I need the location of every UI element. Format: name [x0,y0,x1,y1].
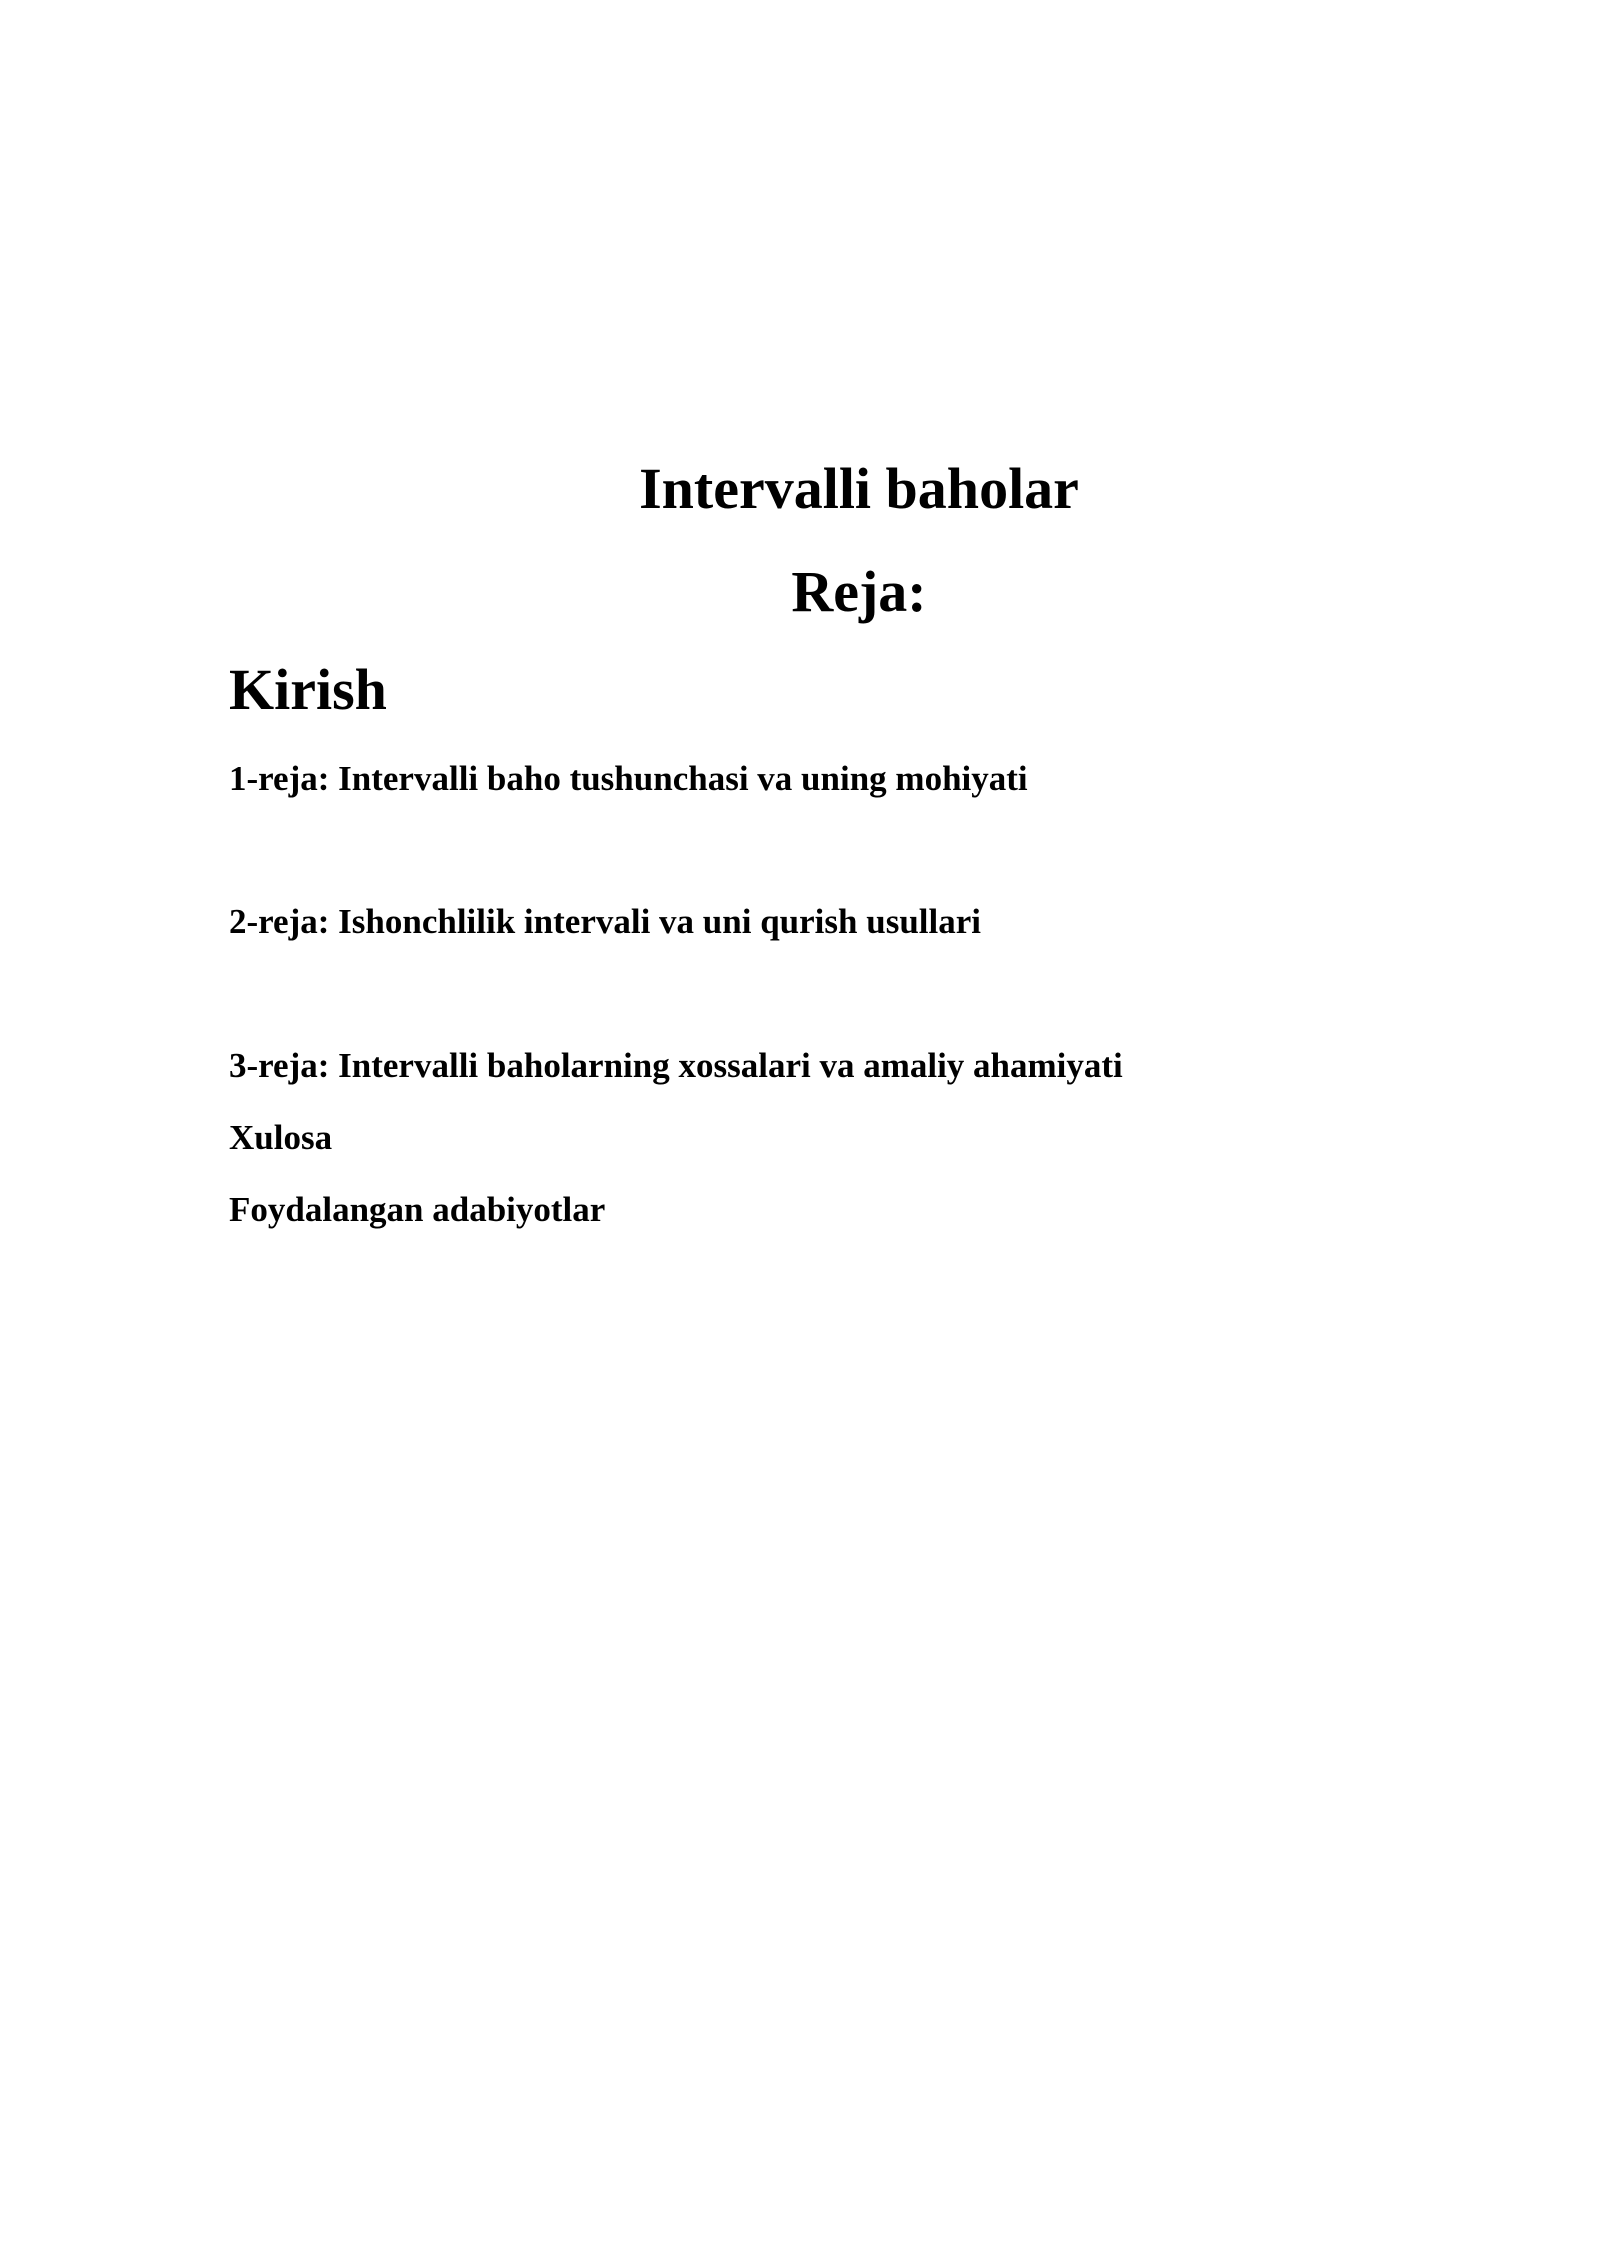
plan-item-2: 2-reja: Ishonchlilik intervali va uni qurish usullari [229,902,981,941]
document-title: Intervalli baholar [639,456,1079,521]
plan-item-1: 1-reja: Intervalli baho tushunchasi va uning mohiyati [229,759,1028,798]
intro-heading: Kirish [229,657,387,722]
references-heading: Foydalangan adabiyotlar [229,1190,606,1229]
plan-item-3: 3-reja: Intervalli baholarning xossalari va amaliy ahamiyati [229,1046,1123,1085]
plan-heading: Reja: [791,559,927,624]
conclusion-heading: Xulosa [229,1118,333,1157]
